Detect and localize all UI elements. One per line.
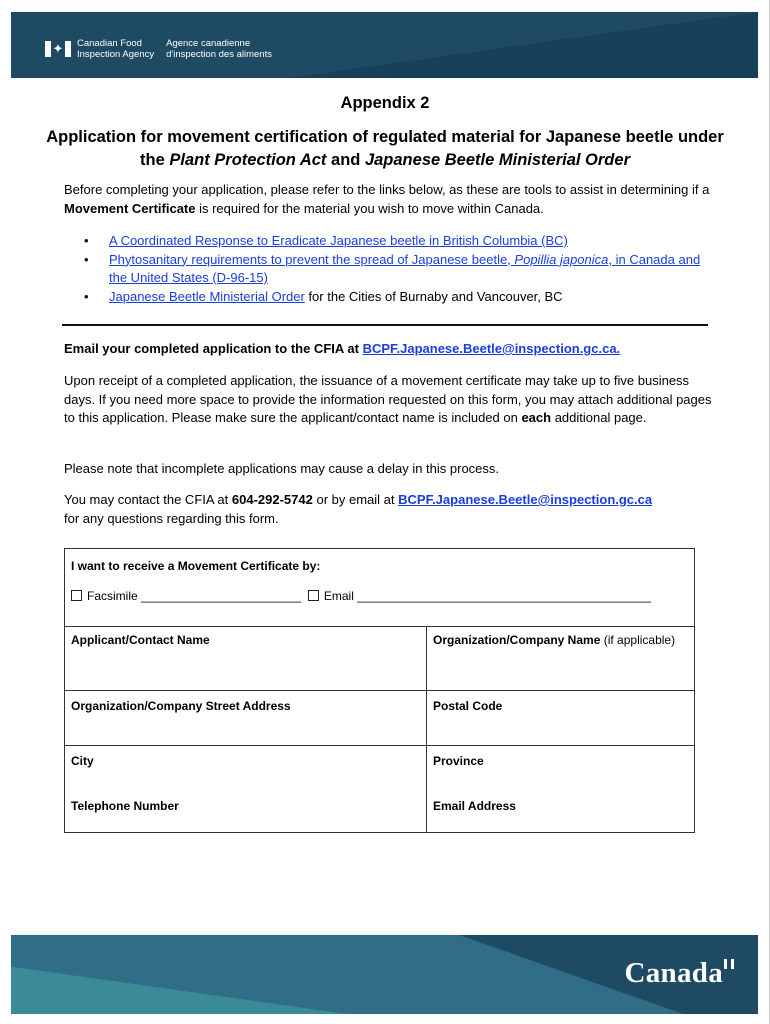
facsimile-checkbox[interactable] <box>71 590 82 601</box>
footer-banner <box>11 935 758 1014</box>
telephone-field[interactable]: Telephone Number <box>71 799 179 813</box>
canada-wordmark: Canada <box>625 957 735 990</box>
canada-flag-icon: ✦ <box>45 41 71 57</box>
email-link[interactable]: BCPF.Japanese.Beetle@inspection.gc.ca. <box>362 341 621 356</box>
appendix-heading: Appendix 2 <box>340 94 430 112</box>
list-item <box>82 232 702 251</box>
form-row-divider <box>65 690 694 691</box>
processing-paragraph: Upon receipt of a completed application, the issuance of a movement certificate may take up to five business days. If you need more space to provide the information requested on this form, you may attach additional pages to this application. Please make sure the applicant/contact name is included on each additional page. <box>64 373 712 425</box>
header-banner <box>11 12 758 78</box>
link-coordinated-response[interactable]: A Coordinated Response to Eradicate Japanese beetle in British Columbia (BC) <box>109 233 568 248</box>
applicant-name-field[interactable]: Applicant/Contact Name <box>71 633 210 647</box>
receive-method-label: I want to receive a Movement Certificate by: <box>71 559 321 573</box>
divider <box>62 324 708 326</box>
postal-code-field[interactable]: Postal Code <box>433 699 503 713</box>
agency-name-en: Canadian Food Inspection Agency <box>77 38 155 60</box>
canada-flag-mini-icon <box>724 959 734 969</box>
facsimile-field[interactable]: ________________________ <box>141 589 302 603</box>
contact-email-link[interactable]: BCPF.Japanese.Beetle@inspection.gc.ca <box>398 492 653 507</box>
link-ministerial-order[interactable]: Japanese Beetle Ministerial Order <box>109 288 305 304</box>
header-wedge <box>288 12 758 78</box>
street-address-field[interactable]: Organization/Company Street Address <box>71 699 291 713</box>
page-title: Application for movement certification of regulated material for Japanese beetle under the Plant Protection Act and Japanese Beetle Ministerial Order <box>46 128 724 169</box>
application-form <box>64 548 695 833</box>
organization-name-field[interactable]: Organization/Company Name (if applicable) <box>433 633 676 647</box>
intro-paragraph: Before completing your application, please refer to the links below, as these are tools to assist in determining if a Movement Certificate is required for the material you wish to move within Canada. <box>64 182 710 216</box>
contact-paragraph: You may contact the CFIA at 604-292-5742 or by email at BCPF.Japanese.Beetle@inspection.gc.ca for any questions regarding this form. <box>64 492 653 526</box>
email-field[interactable]: ____________________________________________ <box>357 589 651 603</box>
link-phytosanitary-requirements[interactable]: Phytosanitary requirements to prevent the spread of Japanese beetle, Popillia japonica, in Canada and the United States (D-96-15) <box>109 251 701 285</box>
list-item: • Japanese Beetle Ministerial Order for the Cities of Burnaby and Vancouver, BC <box>82 288 702 307</box>
email-address-field[interactable]: Email Address <box>433 799 516 813</box>
list-item <box>82 251 702 288</box>
email-checkbox[interactable] <box>308 590 319 601</box>
city-field[interactable]: City <box>71 754 94 768</box>
province-field[interactable]: Province <box>433 754 484 768</box>
form-row-divider <box>65 626 694 627</box>
reference-links-list <box>82 232 702 306</box>
delay-note: Please note that incomplete applications may cause a delay in this process. <box>64 461 500 476</box>
email-instruction: Email your completed application to the CFIA at BCPF.Japanese.Beetle@inspection.gc.ca. <box>64 341 621 356</box>
form-row-divider <box>65 745 694 746</box>
agency-name-fr: Agence canadienne d'inspection des aliments <box>166 38 272 60</box>
receive-method-options: Facsimile ________________________ Email ____________________________________________ <box>71 589 651 603</box>
agency-logo <box>45 38 272 60</box>
form-column-divider <box>426 626 427 833</box>
